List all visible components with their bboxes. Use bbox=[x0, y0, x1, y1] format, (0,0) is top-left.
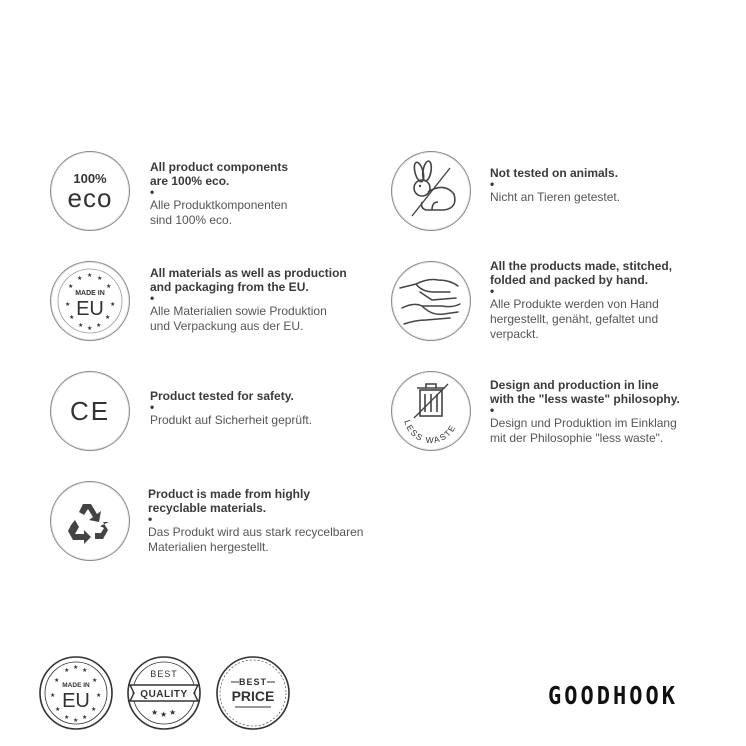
feature-recycle-de: Das Produkt wird aus stark recycelbaren Materialien hergestellt. bbox=[148, 525, 364, 554]
feature-less-waste-dot: • bbox=[490, 403, 495, 417]
svg-text:★: ★ bbox=[82, 667, 88, 674]
made-in-eu-icon bbox=[50, 261, 130, 341]
svg-text:★: ★ bbox=[50, 692, 56, 699]
feature-no-animal-testing-text bbox=[490, 166, 710, 205]
svg-text:LESS WASTE bbox=[402, 419, 458, 445]
svg-text:★: ★ bbox=[73, 717, 79, 724]
feature-eco-dot: • bbox=[150, 185, 155, 199]
svg-text:★: ★ bbox=[97, 275, 103, 282]
made-in-eu-badge-top: MADE IN bbox=[62, 682, 90, 689]
feature-made-in-eu-text bbox=[150, 266, 390, 334]
eco-100-icon bbox=[50, 151, 130, 231]
badge-ce-label: CE bbox=[69, 396, 111, 426]
svg-text:★: ★ bbox=[82, 714, 88, 721]
feature-made-in-eu-en: All materials as well as production and packaging from the EU. bbox=[150, 266, 347, 294]
brand-logo: GOODHOOK bbox=[548, 682, 678, 711]
svg-text:★: ★ bbox=[54, 677, 60, 684]
svg-text:★: ★ bbox=[65, 301, 71, 308]
svg-text:★: ★ bbox=[87, 272, 93, 279]
best-quality-badge-top: BEST bbox=[150, 669, 178, 679]
badge-made-in-label: MADE IN bbox=[75, 290, 105, 297]
feature-handmade-dot: • bbox=[490, 284, 495, 298]
feature-handmade-de: Alle Produkte werden von Hand hergestellt, genäht, gefaltet und verpackt. bbox=[490, 297, 659, 341]
feature-no-animal-testing-en: Not tested on animals. bbox=[490, 166, 619, 180]
badge-eu-label: EU bbox=[76, 298, 104, 320]
svg-text:★: ★ bbox=[87, 325, 93, 332]
svg-text:★: ★ bbox=[151, 708, 159, 717]
best-quality-badge-word: QUALITY bbox=[140, 689, 188, 700]
best-price-badge bbox=[215, 655, 291, 731]
svg-text:★: ★ bbox=[110, 301, 116, 308]
feature-less-waste-en: Design and production in line with the "less waste" philosophy. bbox=[490, 378, 680, 406]
svg-text:★: ★ bbox=[68, 283, 74, 290]
svg-text:★: ★ bbox=[55, 706, 61, 713]
feature-recycle-dot: • bbox=[148, 512, 153, 526]
svg-text:★: ★ bbox=[77, 275, 83, 282]
feature-handmade-text bbox=[490, 259, 720, 342]
ce-mark-icon bbox=[50, 371, 130, 451]
badge-less-waste-label: LESS WASTE bbox=[402, 418, 458, 446]
feature-made-in-eu-dot: • bbox=[150, 291, 155, 305]
feature-eco-en: All product components are 100% eco. bbox=[150, 160, 288, 188]
best-price-badge-top: BEST bbox=[238, 677, 268, 687]
feature-ce-de: Produkt auf Sicherheit geprüft. bbox=[150, 413, 313, 427]
feature-recycle-text bbox=[148, 487, 398, 555]
svg-text:★: ★ bbox=[96, 322, 102, 329]
svg-text:★: ★ bbox=[78, 322, 84, 329]
svg-text:★: ★ bbox=[96, 692, 102, 699]
made-in-eu-badge bbox=[38, 655, 114, 731]
feature-recycle-en: Product is made from highly recyclable materials. bbox=[148, 487, 311, 515]
svg-text:★: ★ bbox=[64, 667, 70, 674]
made-in-eu-badge-word: EU bbox=[62, 690, 90, 712]
svg-text:★: ★ bbox=[73, 664, 79, 671]
feature-ce-dot: • bbox=[150, 400, 155, 414]
svg-text:★: ★ bbox=[169, 708, 177, 717]
svg-text:★: ★ bbox=[91, 706, 97, 713]
feature-less-waste-text bbox=[490, 378, 730, 446]
feature-no-animal-testing-dot: • bbox=[490, 177, 495, 191]
feature-less-waste-de: Design und Produktion im Einklang mit der Philosophie "less waste". bbox=[490, 416, 677, 445]
badge-percent-label: 100% bbox=[73, 171, 107, 186]
feature-eco-de: Alle Produktkomponenten sind 100% eco. bbox=[150, 198, 288, 227]
handmade-hands-icon bbox=[391, 261, 471, 341]
svg-text:★: ★ bbox=[69, 314, 75, 321]
svg-text:★: ★ bbox=[92, 677, 98, 684]
feature-eco-text bbox=[150, 160, 370, 228]
svg-text:★: ★ bbox=[64, 714, 70, 721]
svg-text:★: ★ bbox=[160, 710, 168, 719]
svg-text:★: ★ bbox=[106, 283, 112, 290]
recycle-icon bbox=[50, 481, 130, 561]
no-animal-testing-rabbit-icon bbox=[391, 151, 471, 231]
feature-ce-text bbox=[150, 389, 370, 428]
best-price-badge-word: PRICE bbox=[231, 688, 275, 704]
feature-handmade-en: All the products made, stitched, folded and packed by hand. bbox=[490, 259, 673, 287]
less-waste-bin-icon bbox=[391, 371, 471, 451]
best-quality-badge bbox=[126, 655, 202, 731]
feature-ce-en: Product tested for safety. bbox=[150, 389, 294, 403]
svg-text:★: ★ bbox=[105, 314, 111, 321]
feature-made-in-eu-de: Alle Materialien sowie Produktion und Verpackung aus der EU. bbox=[150, 304, 327, 333]
badge-eco-label: eco bbox=[67, 183, 113, 213]
feature-no-animal-testing-de: Nicht an Tieren getestet. bbox=[490, 190, 621, 204]
